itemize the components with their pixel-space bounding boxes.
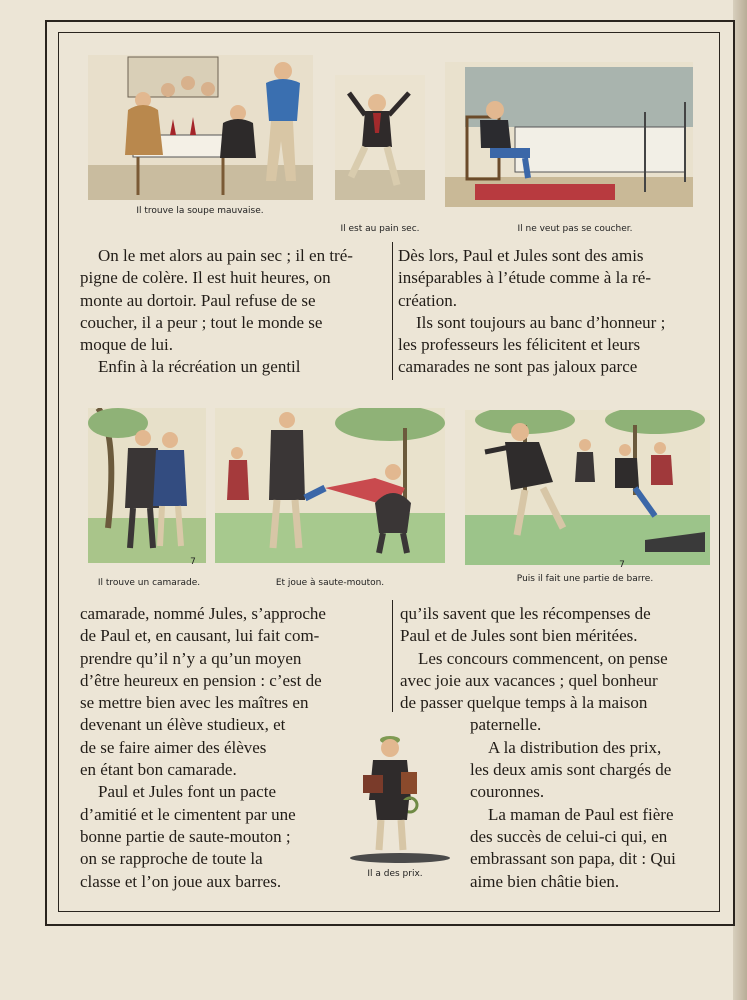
text-line: de Paul et, en causant, lui fait com-	[80, 626, 320, 646]
text-line: les deux amis sont chargés de	[470, 760, 672, 780]
illustration-camarade	[88, 408, 206, 563]
text-line: coucher, il a peur ; tout le monde se	[80, 312, 323, 332]
text-line: camarades ne sont pas jaloux parce	[398, 357, 638, 377]
text-line: moque de lui.	[80, 335, 174, 355]
text-line: monte au dortoir. Paul refuse de se	[80, 290, 316, 310]
text-line: bonne partie de saute-mouton ;	[80, 826, 291, 846]
text-line: on se rapproche de toute la	[80, 849, 263, 869]
illustration-coucher	[445, 62, 693, 207]
text-line: embrassant son papa, dit : Qui	[470, 849, 676, 869]
text-line: On le met alors au pain sec ; il en tré-	[98, 246, 353, 265]
text-line: Dès lors, Paul et Jules sont des amis	[398, 246, 644, 265]
text-column-top-left	[80, 245, 385, 379]
text-line: d’être heureux en pension : c’est de	[80, 670, 322, 690]
plate-mark-barre: 7	[619, 560, 625, 570]
text-line: Enfin à la récréation un gentil	[98, 357, 301, 377]
caption-pain-sec: Il est au pain sec.	[340, 224, 420, 234]
text-column-bottom-left	[80, 603, 387, 893]
text-line: Paul et de Jules sont bien méritées.	[400, 626, 638, 646]
caption-barre: Puis il fait une partie de barre.	[516, 574, 654, 584]
text-line: Ils sont toujours au banc d’honneur ;	[416, 312, 666, 332]
text-line: A la distribution des prix,	[488, 737, 662, 757]
caption-soupe: Il trouve la soupe mauvaise.	[136, 206, 264, 216]
caption-prix: Il a des prix.	[367, 869, 423, 879]
text-line: de passer quelque temps à la maison	[400, 693, 648, 713]
text-line: avec joie aux vacances ; quel bonheur	[400, 670, 658, 690]
text-line: classe et l’on joue aux barres.	[80, 871, 282, 891]
text-line: de se faire aimer des élèves	[80, 737, 267, 757]
text-line: devenant un élève studieux, et	[80, 715, 286, 735]
caption-camarade: Il trouve un camarade.	[97, 578, 201, 588]
text-line: inséparables à l’étude comme à la ré-	[398, 268, 651, 288]
caption-saute-mouton: Et joue à saute-mouton.	[275, 578, 385, 588]
text-line: se mettre bien avec les maîtres en	[80, 693, 309, 713]
text-line: pigne de colère. Il est huit heures, on	[80, 268, 331, 288]
illustration-barre	[465, 410, 710, 565]
text-line: camarade, nommé Jules, s’approche	[80, 604, 326, 623]
illustration-pain-sec	[335, 75, 425, 200]
text-line: Les concours commencent, on pense	[418, 648, 668, 668]
text-line: en étant bon camarade.	[80, 760, 237, 780]
text-line: les professeurs les félicitent et leurs	[398, 335, 641, 355]
text-line: prendre qu’il n’y a qu’un moyen	[80, 648, 302, 668]
illustration-saute-mouton	[215, 408, 445, 563]
text-line: d’amitié et le cimentent par une	[80, 804, 296, 824]
caption-coucher: Il ne veut pas se coucher.	[517, 224, 633, 234]
illustration-soupe	[88, 55, 313, 200]
column-rule-top	[392, 242, 393, 380]
text-line: La maman de Paul est fière	[488, 804, 674, 824]
plate-mark-camarade: 7	[190, 557, 196, 567]
column-rule-bottom	[392, 600, 393, 712]
text-line: aime bien châtie bien.	[470, 871, 620, 891]
text-line: couronnes.	[470, 782, 545, 802]
illustration-prix	[345, 730, 455, 865]
text-line: création.	[398, 290, 457, 310]
text-line: qu’ils savent que les récompenses de	[400, 604, 651, 623]
text-line: des succès de celui-ci qui, en	[470, 826, 668, 846]
page-edge	[733, 0, 747, 1000]
text-line: Paul et Jules font un pacte	[98, 782, 276, 802]
text-column-top-right	[398, 245, 706, 379]
text-line: paternelle.	[470, 715, 542, 735]
